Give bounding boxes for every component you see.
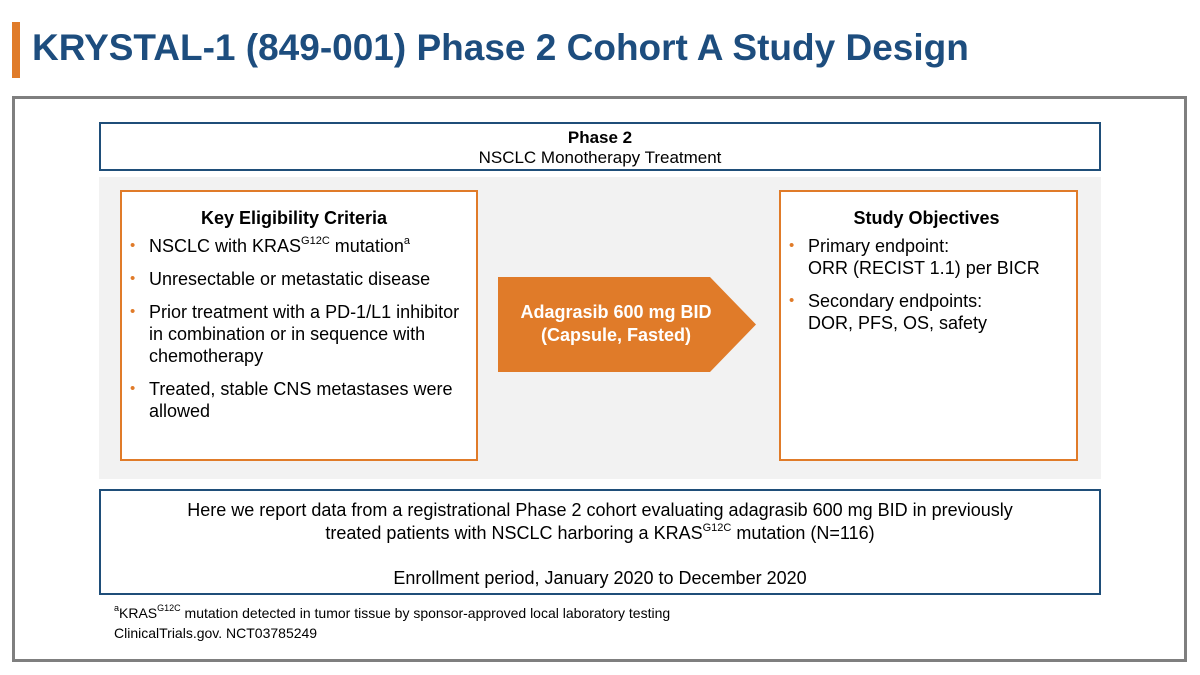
eligibility-item: • Prior treatment with a PD-1/L1 inhibitor in combination or in sequence with chemotherapy bbox=[130, 302, 460, 366]
report-line-1: Here we report data from a registrational Phase 2 cohort evaluating adagrasib 600 mg BID in previously bbox=[187, 500, 1013, 520]
eligibility-title: Key Eligibility Criteria bbox=[200, 208, 388, 228]
footnote-a: $^aKRAS^{G12C}$ mutation detected in tumor tissue by sponsor-approved local laboratory testing bbox=[114, 603, 671, 621]
treatment-formulation: (Capsule, Fasted) bbox=[540, 325, 692, 345]
enrollment-period: Enrollment period, January 2020 to December 2020 bbox=[393, 568, 807, 588]
phase-header-box bbox=[99, 122, 1101, 171]
bullet-icon: • bbox=[130, 380, 136, 397]
title-accent-bar bbox=[12, 22, 20, 78]
report-summary-box bbox=[99, 489, 1101, 595]
objective-item: • Secondary endpoints: DOR, PFS, OS, safety bbox=[789, 291, 988, 333]
page-title: KRYSTAL-1 (849-001) Phase 2 Cohort A Study Design bbox=[32, 27, 969, 68]
bullet-icon: • bbox=[130, 303, 136, 320]
phase-title: Phase 2 bbox=[567, 128, 633, 147]
phase-subtitle: NSCLC Monotherapy Treatment bbox=[478, 148, 722, 167]
objective-item: • Primary endpoint: ORR (RECIST 1.1) per BICR bbox=[789, 236, 1040, 278]
eligibility-card bbox=[120, 190, 478, 461]
bullet-icon: • bbox=[130, 270, 136, 287]
bullet-icon: • bbox=[130, 237, 136, 254]
footnotes bbox=[114, 603, 670, 643]
objectives-list bbox=[787, 235, 1066, 334]
bullet-icon: • bbox=[789, 237, 795, 254]
bullet-icon: • bbox=[789, 292, 795, 309]
treatment-drug: Adagrasib 600 mg BID bbox=[520, 302, 712, 322]
treatment-label bbox=[498, 301, 734, 347]
eligibility-list bbox=[128, 235, 460, 422]
objectives-title: Study Objectives bbox=[853, 208, 1000, 228]
eligibility-item: • Treated, stable CNS metastases were allowed bbox=[130, 379, 453, 421]
report-line-2: treated patients with NSCLC harboring a $KRAS^{G12C}$ mutation (N=116) bbox=[325, 522, 875, 543]
eligibility-item: • NSCLC with $KRAS^{G12C}$ mutation$^a$ bbox=[130, 235, 410, 256]
objectives-card bbox=[779, 190, 1078, 461]
eligibility-item: • Unresectable or metastatic disease bbox=[130, 269, 431, 289]
trial-reference: ClinicalTrials.gov. NCT03785249 bbox=[114, 625, 318, 641]
